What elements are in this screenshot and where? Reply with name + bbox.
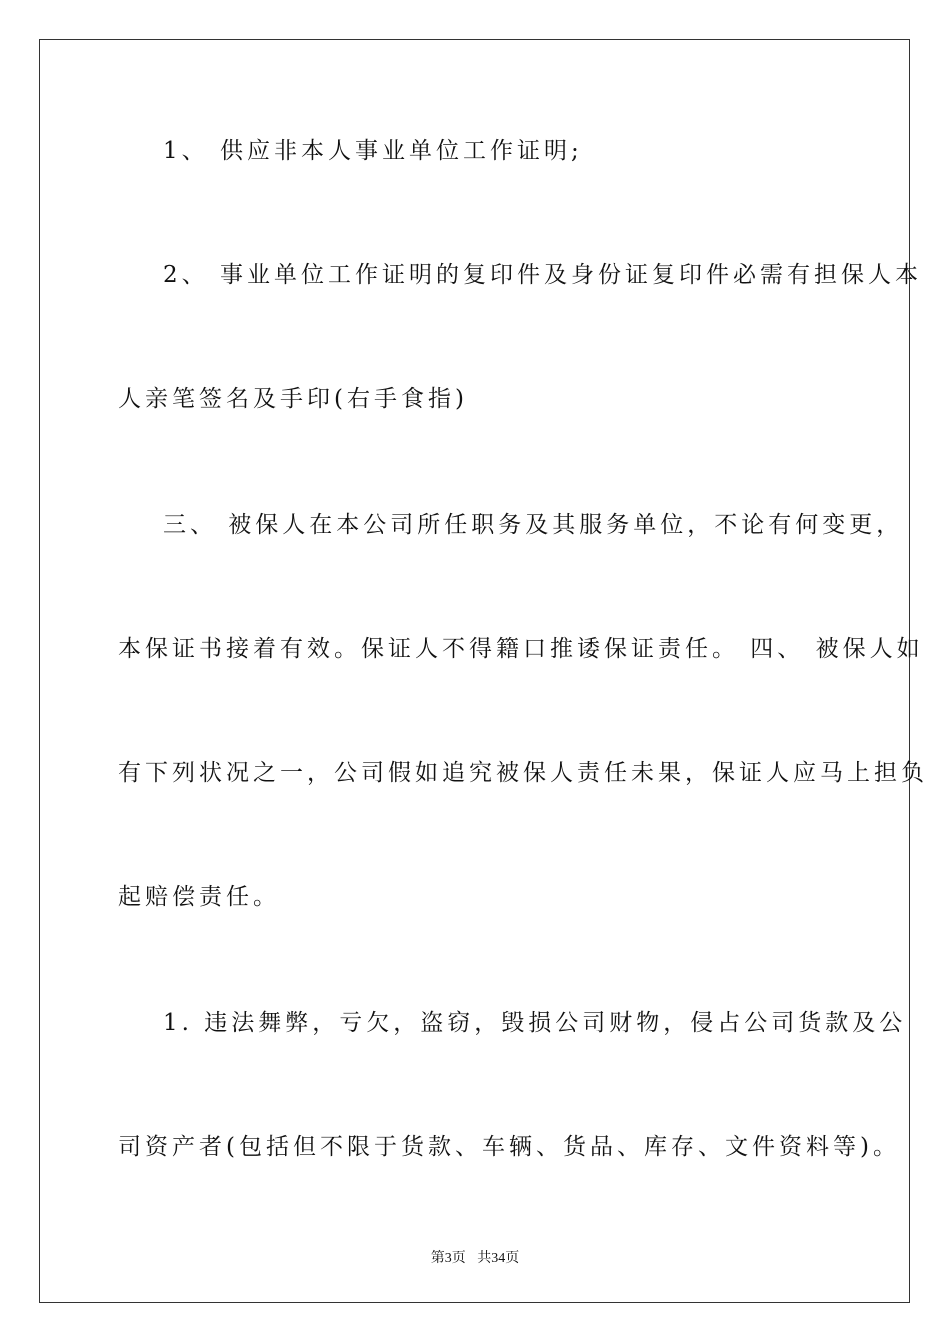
paragraph-line: 本保证书接着有效。保证人不得籍口推诿保证责任。 四、 被保人如: [118, 636, 924, 662]
paragraph-line: 起赔偿责任。: [118, 884, 280, 910]
paragraph-line: 2、 事业单位工作证明的复印件及身份证复印件必需有担保人本: [163, 262, 922, 288]
paragraph-line: 有下列状况之一，公司假如追究被保人责任未果，保证人应马上担负: [118, 760, 928, 786]
paragraph-line: 人亲笔签名及手印(右手食指): [118, 386, 468, 412]
paragraph-line: 司资产者(包括但不限于货款、车辆、货品、库存、文件资料等)。: [118, 1134, 900, 1160]
page-number: 第3页: [430, 1251, 466, 1266]
page-footer: [0, 1247, 950, 1267]
paragraph-line: 1. 违法舞弊，亏欠，盗窃，毁损公司财物，侵占公司货款及公: [163, 1010, 907, 1036]
paragraph-line: 1、 供应非本人事业单位工作证明;: [163, 138, 583, 164]
paragraph-line: 三、 被保人在本公司所任职务及其服务单位，不论有何变更，: [163, 512, 904, 538]
page-border: [39, 39, 910, 1303]
total-pages: 共34页: [477, 1251, 520, 1266]
